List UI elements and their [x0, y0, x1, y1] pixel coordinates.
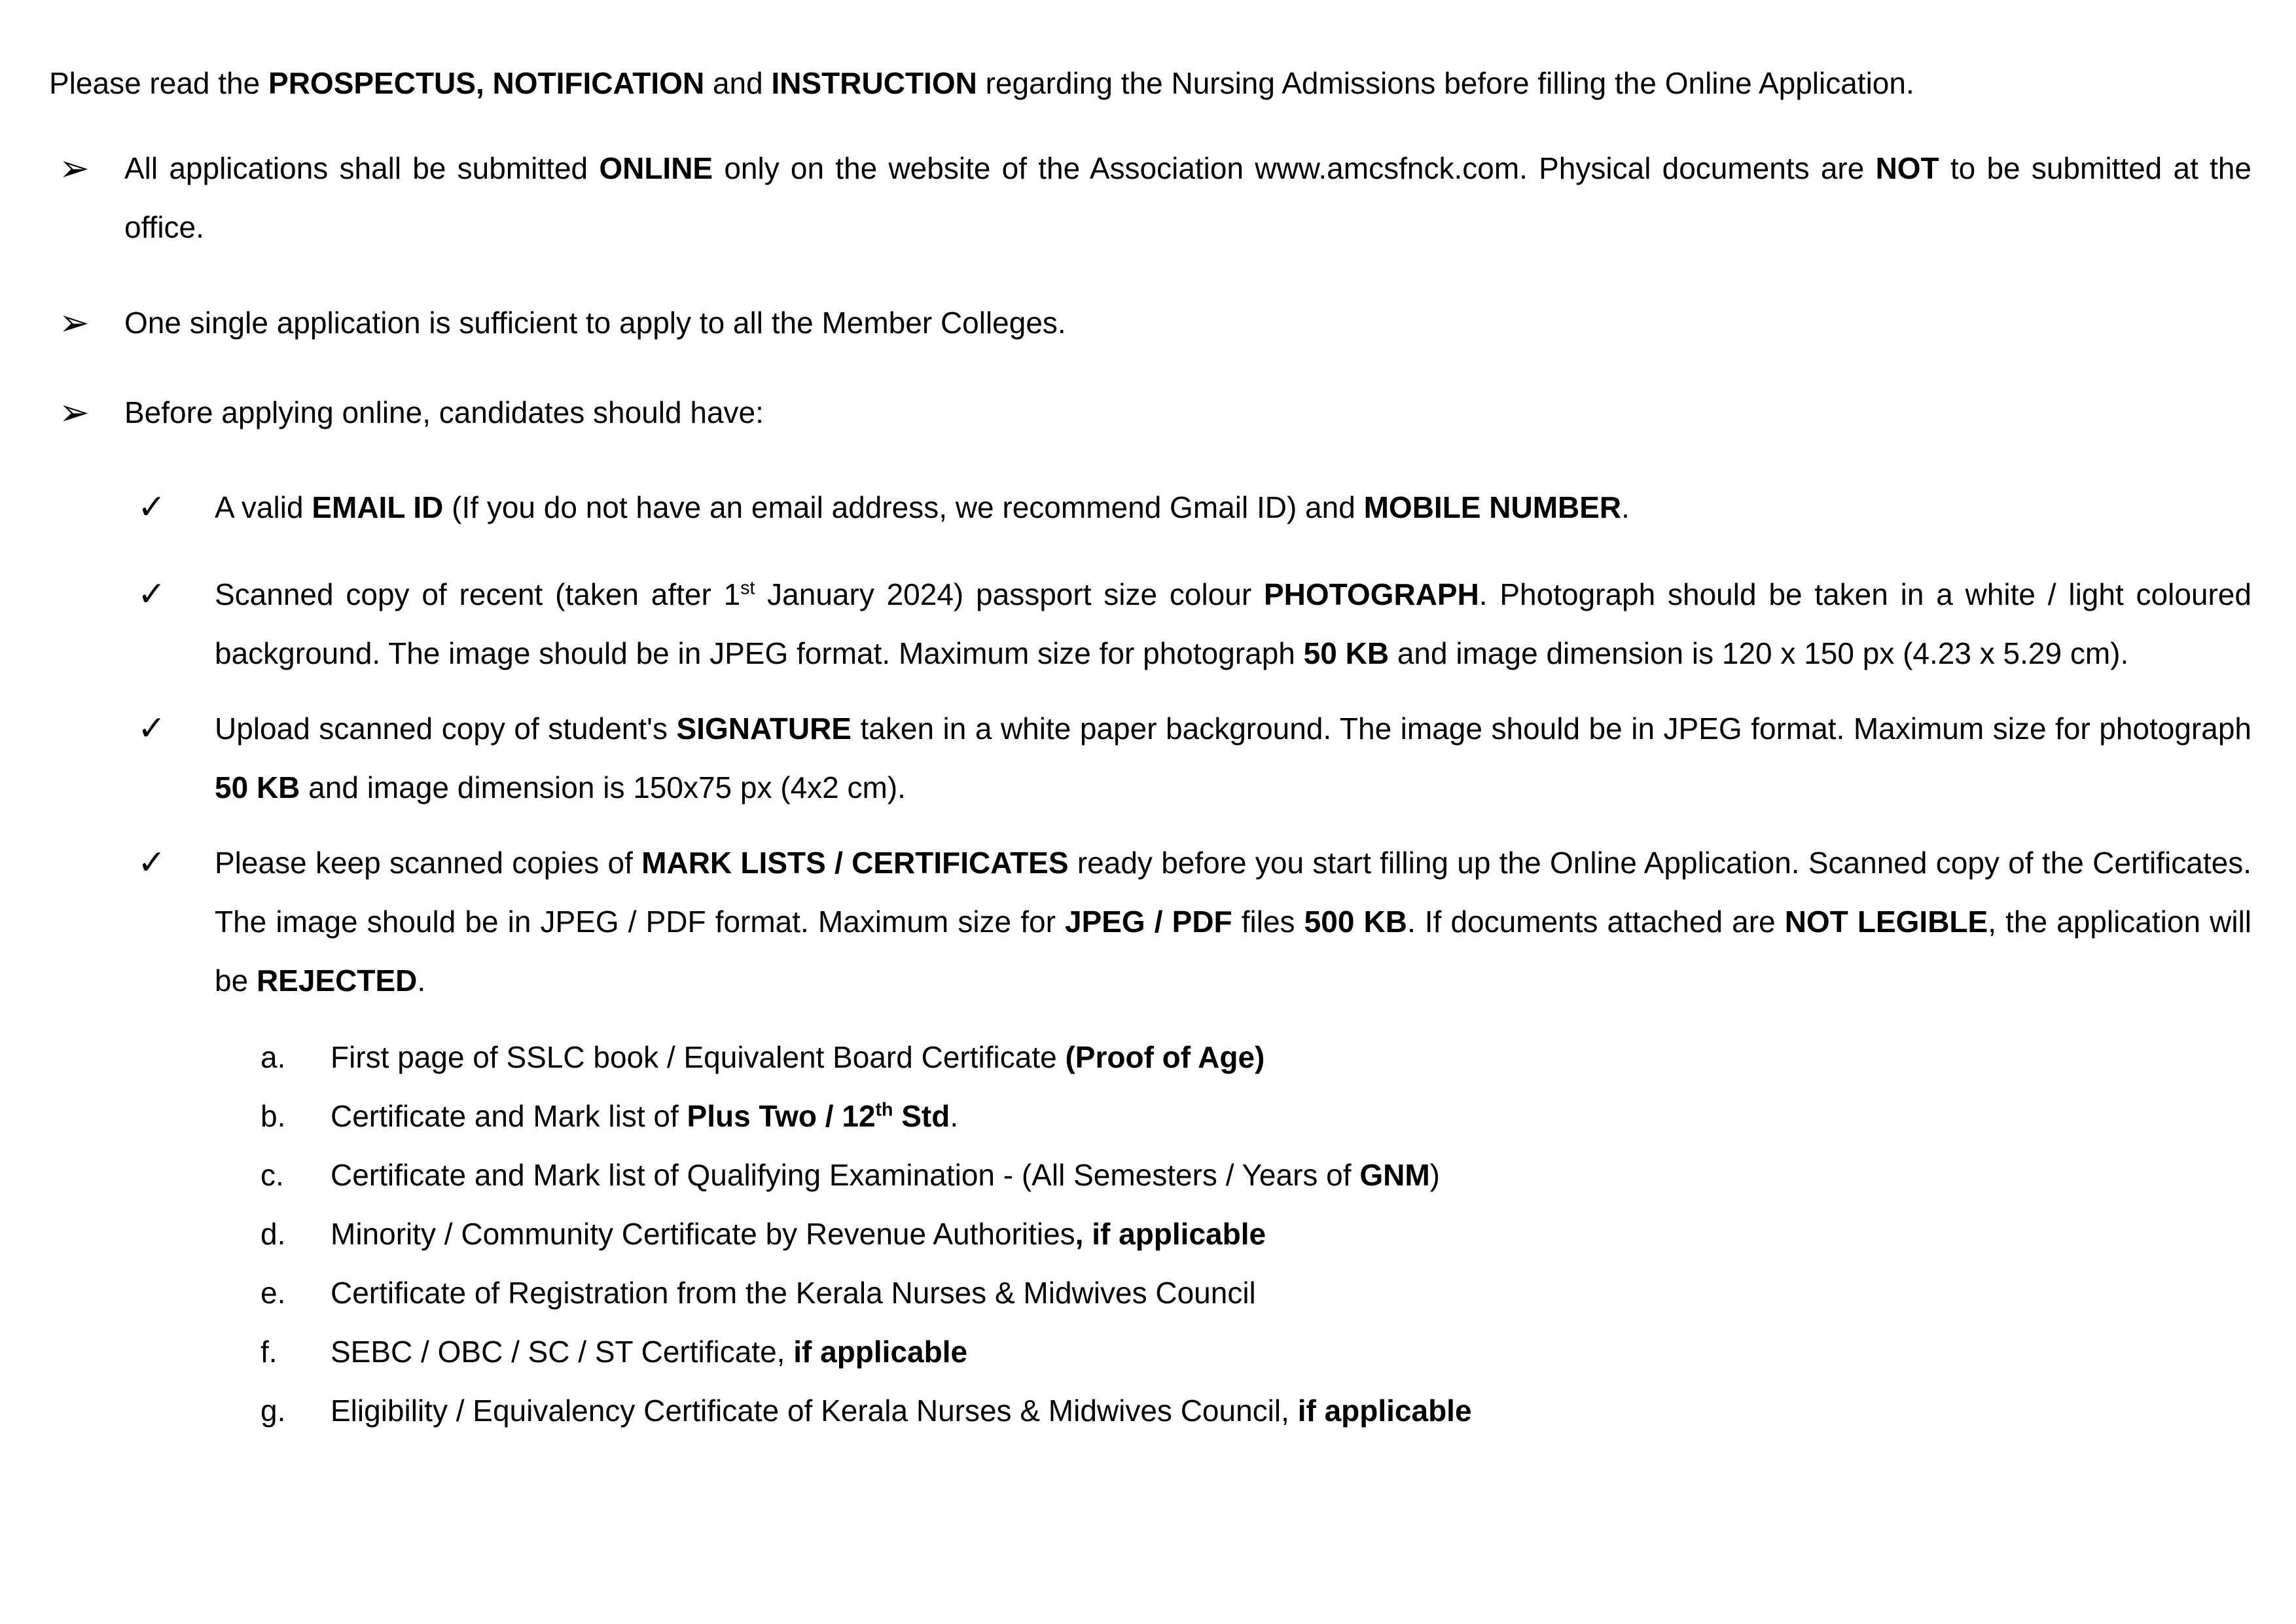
lettered-text: Certificate and Mark list of Qualifying Examination - (All Semesters / Years of GNM) — [331, 1158, 1440, 1192]
bullet-text: Before applying online, candidates should have: — [124, 395, 764, 429]
check-text: Upload scanned copy of student's SIGNATURE taken in a white paper background. The image should be in JPEG format. Maximum size for photograph 50 KB and image dimension is 150x75 px (4x2 cm). — [215, 712, 2252, 804]
letter-marker: g. — [260, 1394, 286, 1428]
checkmark-icon: ✓ — [137, 710, 166, 748]
lettered-item-g — [260, 1381, 2251, 1440]
check-item-marklists — [137, 833, 2251, 1010]
bullet-item-before-applying — [59, 383, 2251, 442]
check-item-photograph — [137, 565, 2251, 683]
bullet-text: One single application is sufficient to apply to all the Member Colleges. — [124, 306, 1066, 340]
lettered-item-e — [260, 1263, 2251, 1322]
bullet-item-online-submission — [59, 139, 2251, 257]
lettered-text: SEBC / OBC / SC / ST Certificate, if applicable — [331, 1335, 968, 1369]
lettered-item-c — [260, 1146, 2251, 1204]
check-text: Scanned copy of recent (taken after 1st January 2024) passport size colour PHOTOGRAPH. Photograph should be taken in a white / light coloured background. The image should be in JPEG format. Maximum size for photograph 50 KB and image dimension is 120 x 150 px (4.23 x 5.29 cm). — [215, 577, 2251, 670]
letter-marker: e. — [260, 1276, 286, 1310]
letter-marker: d. — [260, 1217, 286, 1251]
lettered-text: Certificate and Mark list of Plus Two / 12th Std. — [331, 1099, 959, 1133]
lettered-item-a — [260, 1028, 2251, 1087]
checkmark-icon: ✓ — [137, 844, 166, 882]
lettered-text: Minority / Community Certificate by Revenue Authorities, if applicable — [331, 1217, 1266, 1251]
letter-marker: a. — [260, 1040, 286, 1074]
letter-marker: c. — [260, 1158, 284, 1192]
check-item-signature — [137, 699, 2251, 817]
letter-marker: b. — [260, 1099, 286, 1133]
arrow-bullet-icon: ➢ — [59, 147, 90, 189]
bullet-item-single-application — [59, 293, 2251, 352]
check-text: Please keep scanned copies of MARK LISTS / CERTIFICATES ready before you start filling up the Online Application. Scanned copy of the Certificates. The image should be in JPEG / PDF format. Maximum size for JPEG / PDF files 500 KB. If documents attached are NOT LEGIBLE, the application will be REJECTED. — [215, 846, 2252, 998]
lettered-text: Certificate of Registration from the Kerala Nurses & Midwives Council — [331, 1276, 1256, 1310]
lettered-text: Eligibility / Equivalency Certificate of Kerala Nurses & Midwives Council, if applicable — [331, 1394, 1472, 1428]
lettered-item-f — [260, 1322, 2251, 1381]
check-text: A valid EMAIL ID (If you do not have an email address, we recommend Gmail ID) and MOBILE NUMBER. — [215, 490, 1630, 524]
lettered-item-b — [260, 1087, 2251, 1146]
checkmark-icon: ✓ — [137, 575, 166, 613]
lettered-item-d — [260, 1204, 2251, 1263]
check-item-email — [137, 478, 2251, 537]
arrow-bullet-icon: ➢ — [59, 302, 90, 343]
bullet-text: All applications shall be submitted ONLINE only on the website of the Association www.amcsfnck.com. Physical documents are NOT to be submitted at the office. — [124, 151, 2252, 244]
lettered-text: First page of SSLC book / Equivalent Board Certificate (Proof of Age) — [331, 1040, 1265, 1074]
intro-paragraph: Please read the PROSPECTUS, NOTIFICATION and INSTRUCTION regarding the Nursing Admissions before filling the Online Application. — [49, 66, 1914, 100]
arrow-bullet-icon: ➢ — [59, 391, 90, 433]
letter-marker: f. — [260, 1335, 278, 1369]
checkmark-icon: ✓ — [137, 488, 166, 526]
